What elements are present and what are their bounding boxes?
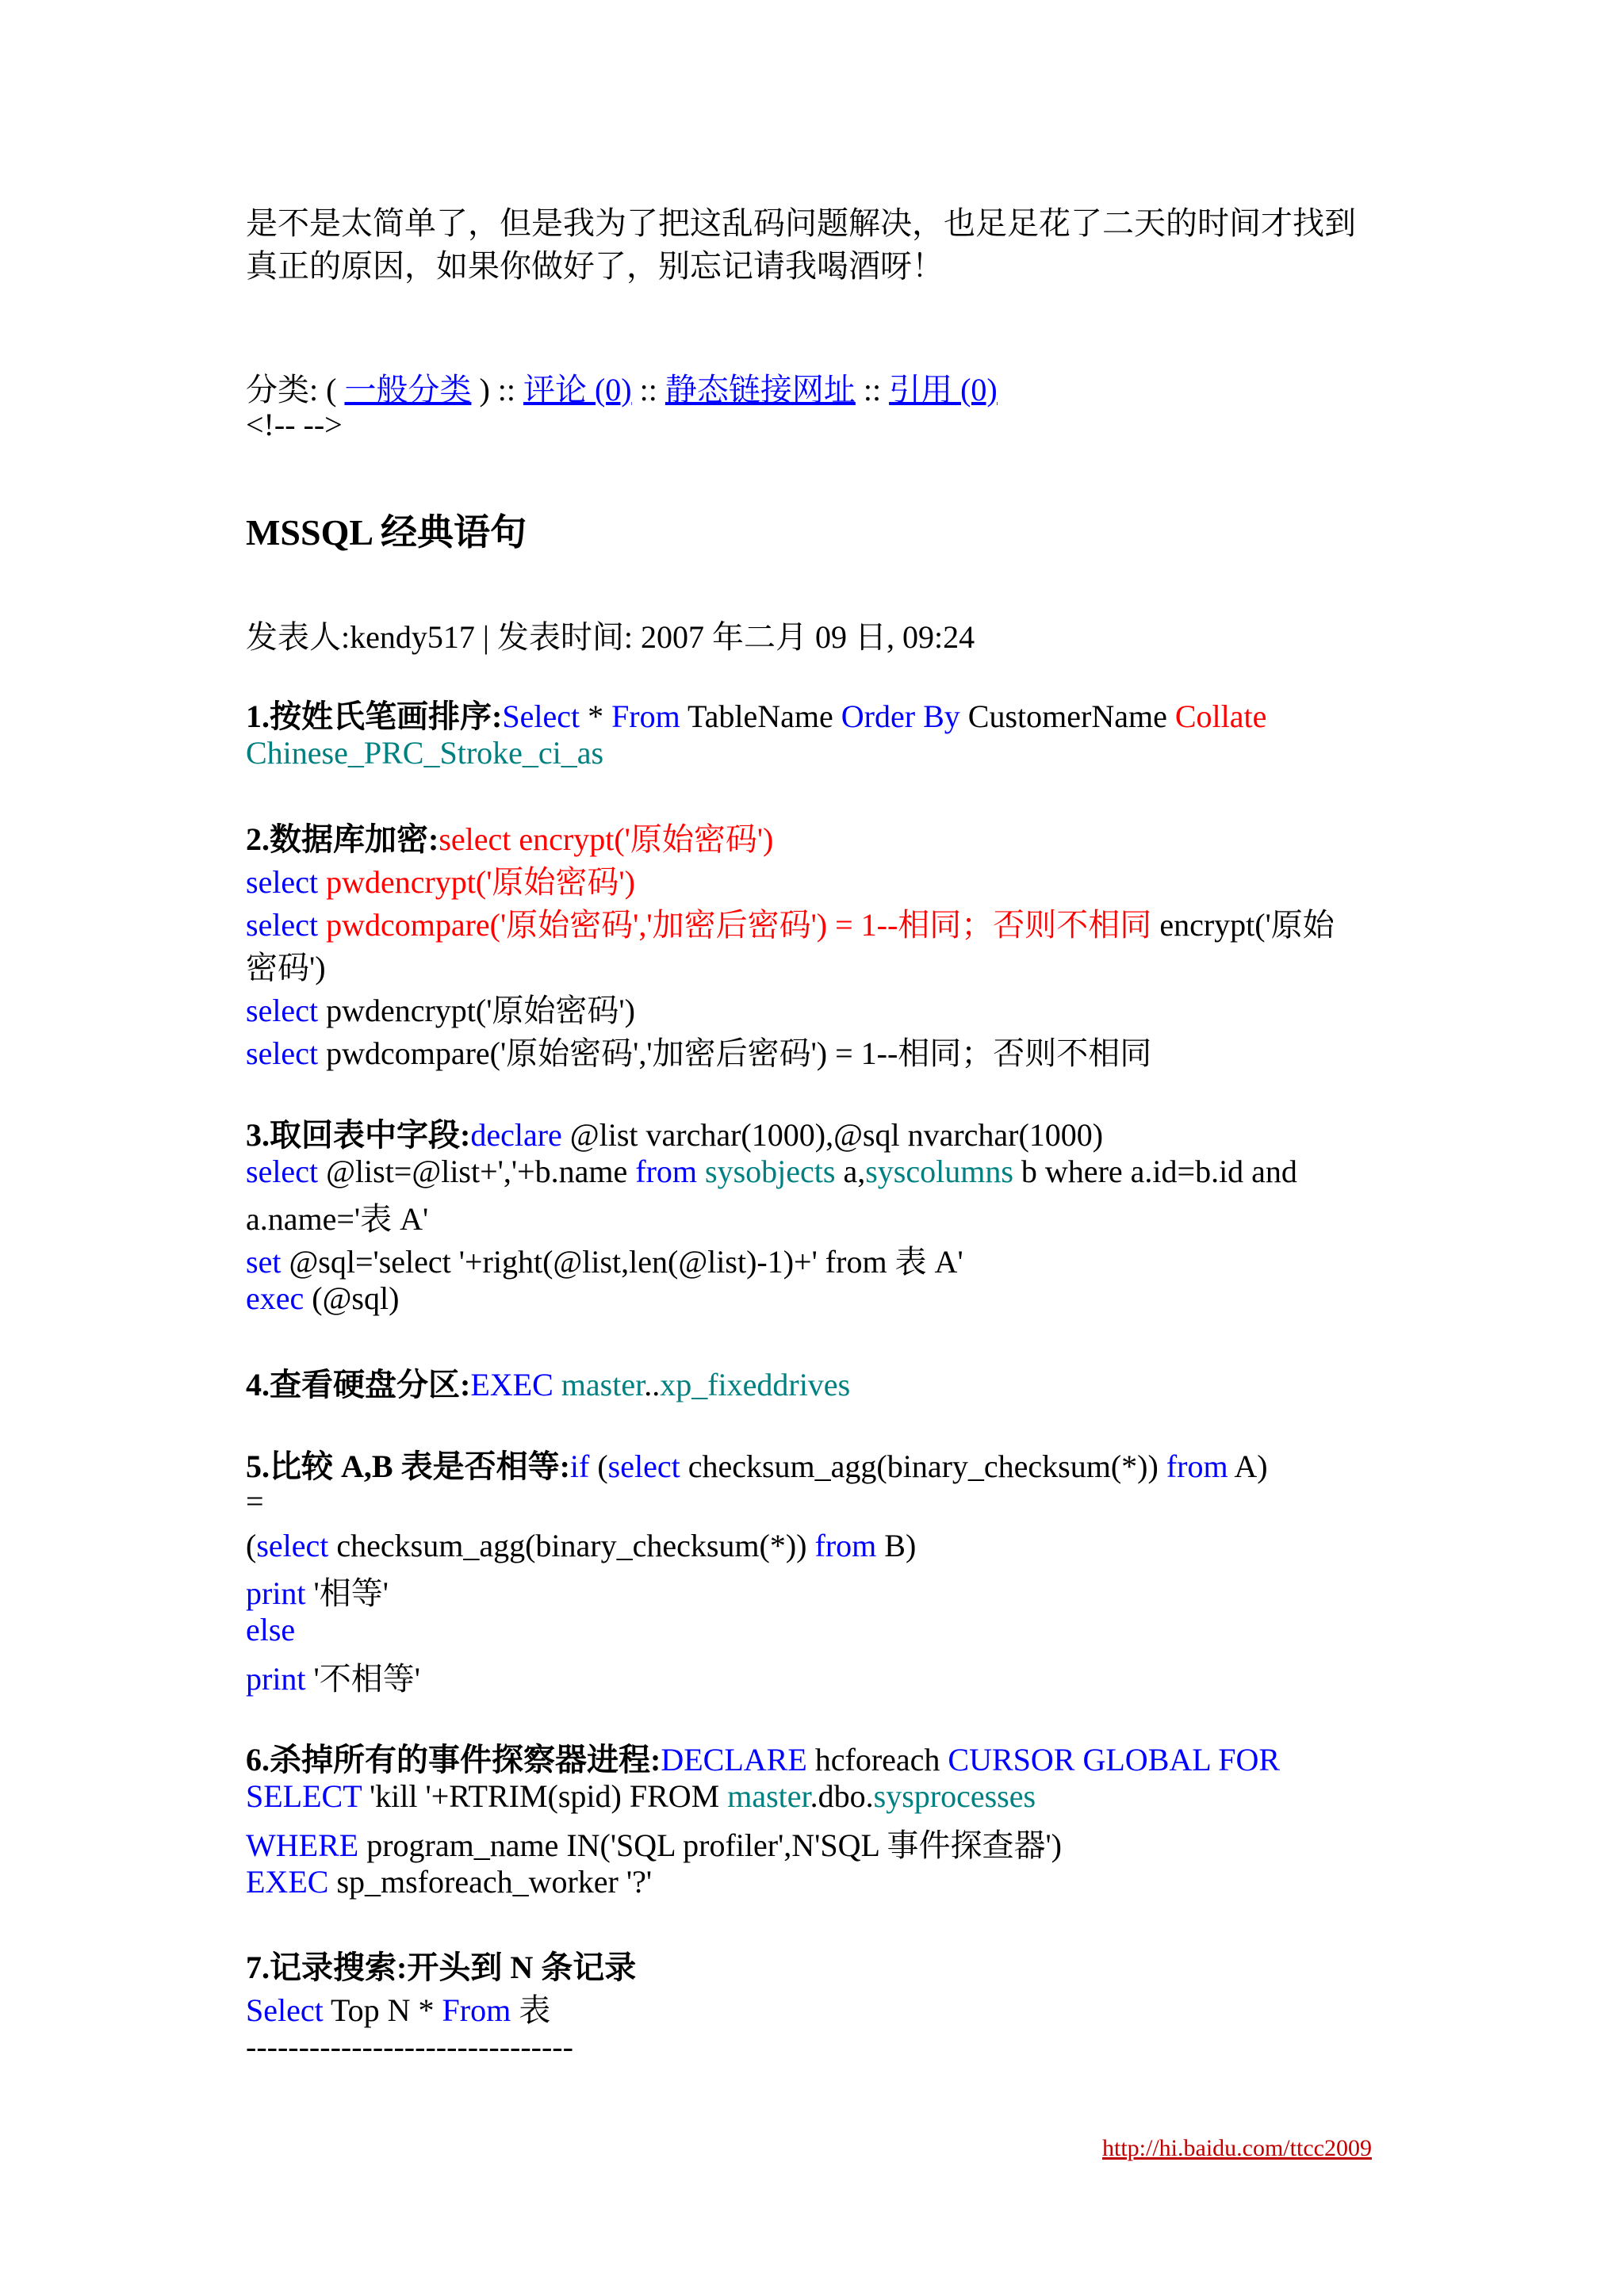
sql-keyword: select	[246, 907, 319, 943]
intro-line-2: 真正的原因，如果你做好了，别忘记请我喝酒呀！	[246, 248, 944, 284]
section-1-line-1	[246, 691, 1266, 737]
sql-keyword: exec	[246, 1280, 304, 1316]
category-suffix: ) ::	[479, 372, 515, 408]
section-6-line-3	[246, 1820, 1062, 1866]
section-5-line-5: else	[246, 1612, 296, 1647]
sql-text: CustomerName	[959, 698, 1175, 734]
section-5-line-6	[246, 1654, 420, 1699]
sql-text: B)	[876, 1528, 917, 1563]
section-5-line-1	[246, 1441, 1268, 1487]
sql-keyword: select	[607, 1448, 680, 1484]
section-5-line-2: =	[246, 1483, 264, 1519]
sql-text: @list=@list+','+b.name	[318, 1154, 636, 1189]
html-comment: <!-- -->	[246, 407, 343, 442]
section-3-line-4	[246, 1237, 963, 1282]
sql-text: '相等'	[305, 1575, 389, 1611]
section-3-line-1	[246, 1110, 1103, 1155]
page-footer	[1102, 2135, 1372, 2162]
sql-keyword: From	[611, 698, 680, 734]
sql-text: (	[246, 1528, 257, 1563]
trackback-link[interactable]: 引用 (0)	[889, 372, 998, 408]
sql-text: encrypt('原始	[1151, 907, 1335, 943]
post-byline: 发表人:kendy517 | 发表时间: 2007 年二月 09 日, 09:24	[246, 619, 975, 655]
sql-text	[553, 1367, 561, 1402]
section-heading: 4.查看硬盘分区:	[246, 1367, 471, 1402]
sql-keyword: print	[246, 1661, 306, 1697]
sql-keyword: if	[569, 1448, 590, 1484]
sql-text: a,	[835, 1154, 866, 1189]
post-meta-links	[246, 365, 998, 410]
section-heading: 6.杀掉所有的事件探察器进程:	[246, 1742, 661, 1777]
section-5-line-3	[246, 1527, 916, 1564]
sql-keyword: SELECT	[246, 1778, 362, 1814]
separator: ::	[639, 372, 657, 408]
comments-link[interactable]: 评论 (0)	[523, 372, 632, 408]
sql-text: @list varchar(1000),@sql nvarchar(1000)	[561, 1117, 1104, 1153]
sql-text: sp_msforeach_worker '?'	[328, 1864, 653, 1900]
sql-keyword: From	[442, 1992, 511, 2028]
section-2-line-1	[246, 814, 773, 859]
section-heading: 3.取回表中字段:	[246, 1117, 471, 1153]
section-6-line-2	[246, 1777, 1036, 1815]
sql-text: *	[580, 698, 612, 734]
footer-url-link[interactable]: http://hi.baidu.com/ttcc2009	[1102, 2135, 1372, 2161]
sql-keyword: select	[246, 1154, 319, 1189]
sql-keyword: from	[814, 1528, 877, 1563]
section-7-line-1	[246, 1985, 550, 2030]
sql-text: '不相等'	[305, 1661, 420, 1697]
sql-function: pwdencrypt('原始密码')	[318, 864, 635, 900]
sql-keyword: select	[246, 864, 319, 900]
section-2-line-4: 密码')	[246, 950, 326, 985]
sql-text: A)	[1228, 1448, 1268, 1484]
section-7-separator: -------------------------------	[246, 2029, 573, 2064]
sql-text: program_name IN('SQL profiler',N'SQL 事件探查器')	[358, 1827, 1062, 1863]
sql-text	[697, 1154, 705, 1189]
separator: ::	[863, 372, 882, 408]
sql-object: sysobjects	[705, 1154, 836, 1189]
section-heading: 1.按姓氏笔画排序:	[246, 698, 503, 734]
sql-keyword: Select	[502, 698, 580, 734]
sql-function: select encrypt('原始密码')	[439, 821, 774, 857]
section-2-line-3	[246, 900, 1335, 945]
section-2-line-2	[246, 857, 635, 902]
sql-function: Collate	[1174, 698, 1267, 734]
section-2-line-5	[246, 985, 635, 1031]
post-title: MSSQL 经典语句	[246, 512, 527, 553]
sql-text: 'kill '+RTRIM(spid) FROM	[361, 1778, 728, 1814]
category-link[interactable]: 一般分类	[344, 372, 472, 408]
sql-text: Top N *	[323, 1992, 442, 2028]
sql-text: hcforeach	[806, 1742, 948, 1777]
sql-keyword: select	[246, 1035, 319, 1071]
sql-keyword: declare	[470, 1117, 562, 1153]
sql-keyword: from	[1166, 1448, 1228, 1484]
sql-keyword: CURSOR GLOBAL FOR	[948, 1742, 1281, 1777]
section-6-line-1	[246, 1735, 1280, 1780]
sql-keyword: set	[246, 1244, 282, 1280]
sql-keyword: WHERE	[246, 1827, 359, 1863]
sql-keyword: DECLARE	[661, 1742, 807, 1777]
sql-function: pwdcompare('原始密码','加密后密码') = 1--相同；否则不相同	[318, 907, 1152, 943]
intro-line-1: 是不是太简单了，但是我为了把这乱码问题解决，也足足花了二天的时间才找到	[246, 205, 1356, 241]
section-7-heading: 7.记录搜索:开头到 N 条记录	[246, 1950, 637, 1985]
sql-text: .dbo.	[810, 1778, 874, 1814]
section-heading: 5.比较 A,B 表是否相等:	[246, 1448, 570, 1484]
sql-object: xp_fixeddrives	[660, 1367, 851, 1402]
sql-object: sysprocesses	[873, 1778, 1036, 1814]
sql-object: master	[561, 1367, 645, 1402]
sql-text: checksum_agg(binary_checksum(*))	[328, 1528, 815, 1563]
sql-text: checksum_agg(binary_checksum(*))	[680, 1448, 1166, 1484]
sql-text: (@sql)	[304, 1280, 400, 1316]
section-4-line-1	[246, 1360, 850, 1405]
sql-text: b where a.id=b.id and	[1013, 1154, 1297, 1189]
static-link[interactable]: 静态链接网址	[665, 372, 856, 408]
sql-text: pwdencrypt('原始密码')	[318, 993, 635, 1028]
sql-keyword: print	[246, 1575, 306, 1611]
section-3-line-3: a.name='表 A'	[246, 1201, 429, 1237]
sql-object: syscolumns	[865, 1154, 1013, 1189]
sql-keyword: EXEC	[470, 1367, 553, 1402]
section-2-line-6	[246, 1028, 1151, 1073]
sql-keyword: EXEC	[246, 1864, 329, 1900]
sql-keyword: Select	[246, 1992, 324, 2028]
section-1-line-2: Chinese_PRC_Stroke_ci_as	[246, 735, 604, 771]
sql-keyword: from	[635, 1154, 698, 1189]
sql-text: pwdcompare('原始密码','加密后密码') = 1--相同；否则不相同	[318, 1035, 1152, 1071]
category-prefix: 分类: (	[246, 372, 337, 408]
section-3-line-5	[246, 1280, 399, 1317]
section-3-line-2	[246, 1153, 1297, 1190]
sql-text: 表	[511, 1992, 551, 2028]
sql-text: (	[589, 1448, 608, 1484]
section-5-line-4	[246, 1568, 389, 1613]
sql-text: ..	[644, 1367, 661, 1402]
sql-text: TableName	[680, 698, 841, 734]
sql-text: @sql='select '+right(@list,len(@list)-1)+' from 表 A'	[281, 1244, 963, 1280]
sql-keyword: Order By	[841, 698, 960, 734]
section-6-line-4	[246, 1863, 652, 1900]
sql-object: master	[727, 1778, 810, 1814]
sql-keyword: select	[246, 993, 319, 1028]
section-heading: 2.数据库加密:	[246, 821, 439, 857]
sql-keyword: select	[256, 1528, 329, 1563]
